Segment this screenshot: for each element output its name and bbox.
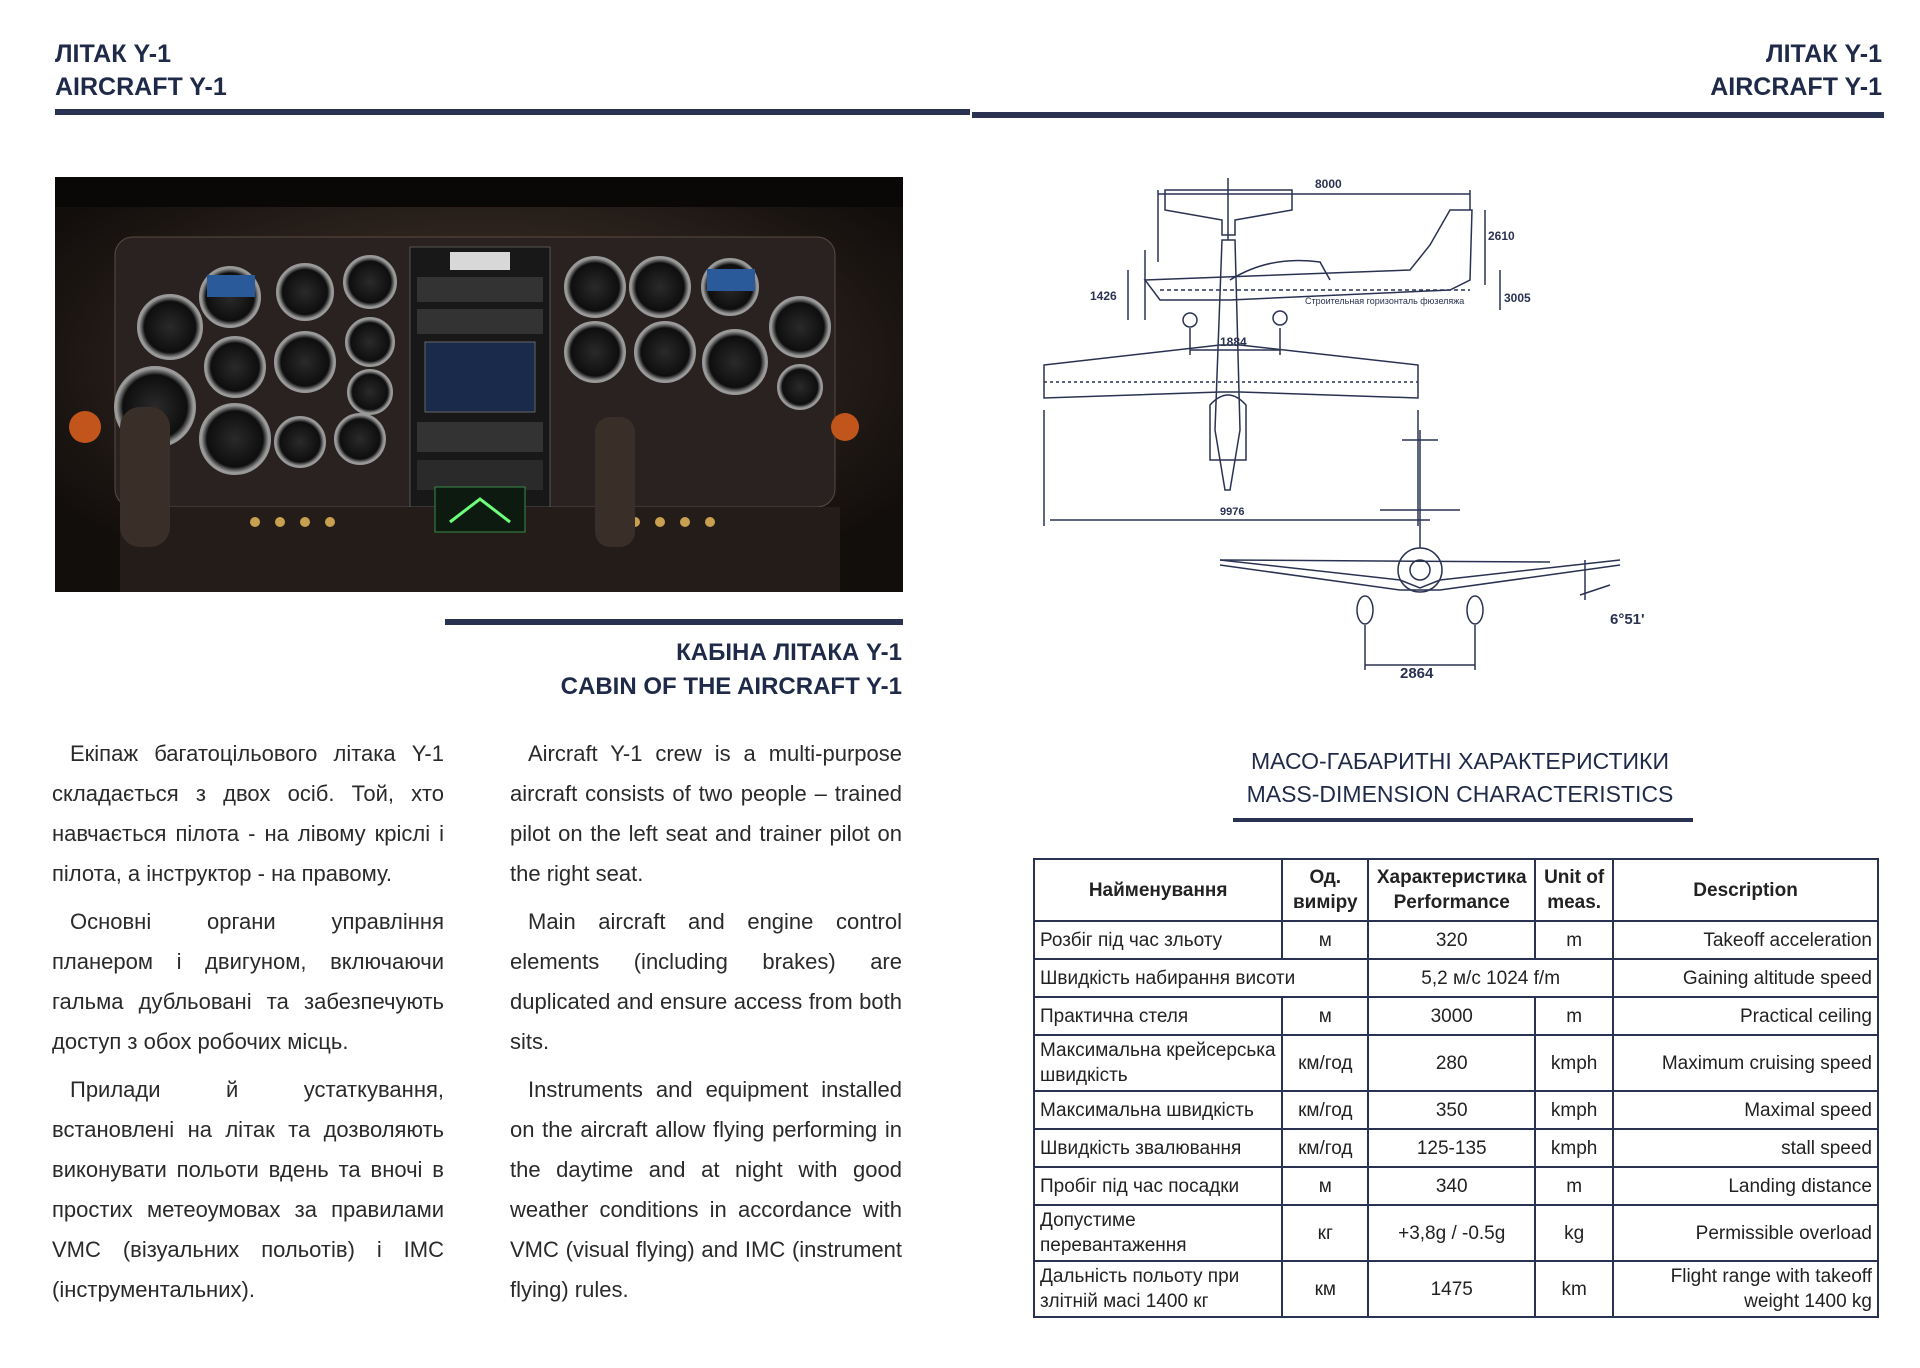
header-unit-ua: Од. виміру <box>1282 859 1368 921</box>
photo-caption <box>561 636 902 704</box>
cell-unit-ua: м <box>1282 997 1368 1035</box>
cell-unit-ua: кг <box>1282 1205 1368 1261</box>
cell-unit-en: m <box>1535 921 1613 959</box>
table-row <box>1034 1261 1878 1317</box>
cell-unit-ua: км/год <box>1282 1129 1368 1167</box>
left-header-rule <box>55 109 970 115</box>
en-paragraph: Main aircraft and engine control elements (including brakes) are duplicated and ensure access from both sits. <box>510 909 902 1054</box>
dim-1884-label: 1884 <box>1220 335 1247 349</box>
cell-unit-en: kmph <box>1535 1091 1613 1129</box>
cell-value: 3000 <box>1368 997 1535 1035</box>
top-view <box>1044 178 1430 526</box>
cell-unit-ua: км/год <box>1282 1091 1368 1129</box>
uk-paragraph: Основні органи управління планером і двигуном, включаючи гальма дубльовані та забезпечують доступ з обох робочих місць. <box>52 909 444 1054</box>
right-header-rule <box>972 112 1884 118</box>
cell-value: 1475 <box>1368 1261 1535 1317</box>
front-view <box>1220 430 1620 670</box>
dim-track-label: 2864 <box>1400 665 1434 680</box>
cell-unit-ua: м <box>1282 921 1368 959</box>
dim-height-label: 2610 <box>1488 229 1515 243</box>
table-row <box>1034 1035 1878 1091</box>
cell-value: 320 <box>1368 921 1535 959</box>
table-row <box>1034 1091 1878 1129</box>
three-view-drawing <box>1030 170 1890 680</box>
cell-description: Gaining altitude speed <box>1613 959 1878 997</box>
caption-line1: КАБІНА ЛІТАКА Y-1 <box>676 639 902 666</box>
left-header-line1: ЛІТАК Y-1 <box>55 40 171 68</box>
header-unit-en: Unit of meas. <box>1535 859 1613 921</box>
dim-1426-label: 1426 <box>1090 289 1117 303</box>
cell-name: Дальність польоту при злітній масі 1400 кг <box>1034 1261 1282 1317</box>
ukrainian-text-column <box>52 734 444 1318</box>
side-view <box>1128 190 1500 355</box>
cell-value: +3,8g / -0.5g <box>1368 1205 1535 1261</box>
cell-description: stall speed <box>1613 1129 1878 1167</box>
caption-line2: CABIN OF THE AIRCRAFT Y-1 <box>560 673 902 700</box>
left-header-line2: AIRCRAFT Y-1 <box>55 73 227 101</box>
cell-name: Практична стеля <box>1034 997 1282 1035</box>
dim-angle-label: 6°51' <box>1610 611 1645 628</box>
table-row <box>1034 921 1878 959</box>
cell-name: Максимальна швидкість <box>1034 1091 1282 1129</box>
cell-unit-ua: км/год <box>1282 1035 1368 1091</box>
uk-paragraph: Екіпаж багатоцільового літака Y-1 складається з двох осіб. Той, хто навчається пілота - на лівому кріслі і пілота, а інструктор - на правому. <box>52 741 444 886</box>
cell-name: Розбіг під час зльоту <box>1034 921 1282 959</box>
dim-3005-label: 3005 <box>1504 291 1531 305</box>
dim-length-label: 8000 <box>1315 177 1342 191</box>
table-row <box>1034 1205 1878 1261</box>
cell-description: Maximal speed <box>1613 1091 1878 1129</box>
header-performance: Характеристика Performance <box>1368 859 1535 921</box>
cell-description: Permissible overload <box>1613 1205 1878 1261</box>
header-description: Description <box>1613 859 1878 921</box>
en-paragraph: Instruments and equipment installed on the aircraft allow flying performing in the daytime and at night with good weather conditions in accordance with VMC (visual flying) and IMC (instrument flying) rules. <box>510 1077 902 1302</box>
cell-unit-ua: км <box>1282 1261 1368 1317</box>
cell-value: 5,2 м/с 1024 f/m <box>1368 959 1613 997</box>
cell-unit-en: kg <box>1535 1205 1613 1261</box>
cell-name: Максимальна крейсерська швидкість <box>1034 1035 1282 1091</box>
table-row <box>1034 959 1878 997</box>
cell-description: Landing distance <box>1613 1167 1878 1205</box>
table-title-line1: МАСО-ГАБАРИТНІ ХАРАКТЕРИСТИКИ <box>1251 748 1669 774</box>
cell-value: 350 <box>1368 1091 1535 1129</box>
dim-span-label: 9976 <box>1220 506 1245 518</box>
table-header-row <box>1034 859 1878 921</box>
right-page-header <box>1710 38 1882 104</box>
caption-rule <box>445 619 903 625</box>
cell-description: Maximum cruising speed <box>1613 1035 1878 1091</box>
table-row <box>1034 1129 1878 1167</box>
cell-unit-ua: м <box>1282 1167 1368 1205</box>
aircraft-technical-drawing <box>1030 170 1890 680</box>
cell-description: Flight range with takeoff weight 1400 kg <box>1613 1261 1878 1317</box>
cockpit-illustration <box>55 177 903 592</box>
en-paragraph: Aircraft Y-1 crew is a multi-purpose aircraft consists of two people – trained pilot on the left seat and trainer pilot on the right seat. <box>510 741 902 886</box>
right-header-line2: AIRCRAFT Y-1 <box>1710 73 1882 101</box>
cell-unit-en: m <box>1535 1167 1613 1205</box>
english-text-column <box>510 734 902 1318</box>
cell-unit-en: km <box>1535 1261 1613 1317</box>
cell-name: Допустиме перевантаження <box>1034 1205 1282 1261</box>
spec-table <box>1033 858 1879 1318</box>
cell-unit-en: kmph <box>1535 1035 1613 1091</box>
table-row <box>1034 997 1878 1035</box>
header-name: Найменування <box>1034 859 1282 921</box>
uk-paragraph: Прилади й устаткування, встановлені на літак та дозволяють виконувати польоти вдень та вночі в простих метеоумовах за правилами VMC (візуальних польотів) і IMC (інструментальних). <box>52 1077 444 1302</box>
cell-description: Takeoff acceleration <box>1613 921 1878 959</box>
cell-name: Швидкість набирання висоти <box>1034 959 1368 997</box>
cell-value: 125-135 <box>1368 1129 1535 1167</box>
cell-name: Швидкість звалювання <box>1034 1129 1282 1167</box>
table-title <box>1230 745 1690 811</box>
cell-unit-en: kmph <box>1535 1129 1613 1167</box>
cockpit-photo <box>55 177 903 592</box>
table-row <box>1034 1167 1878 1205</box>
cell-description: Practical ceiling <box>1613 997 1878 1035</box>
left-page-header <box>55 38 227 104</box>
right-header-line1: ЛІТАК Y-1 <box>1766 40 1882 68</box>
fuselage-horizontal-note: Строительная горизонталь фюзеляжа <box>1305 296 1465 306</box>
cell-name: Пробіг під час посадки <box>1034 1167 1282 1205</box>
cell-value: 340 <box>1368 1167 1535 1205</box>
table-title-line2: MASS-DIMENSION CHARACTERISTICS <box>1246 781 1674 807</box>
table-title-rule <box>1233 818 1693 822</box>
cell-unit-en: m <box>1535 997 1613 1035</box>
cell-value: 280 <box>1368 1035 1535 1091</box>
